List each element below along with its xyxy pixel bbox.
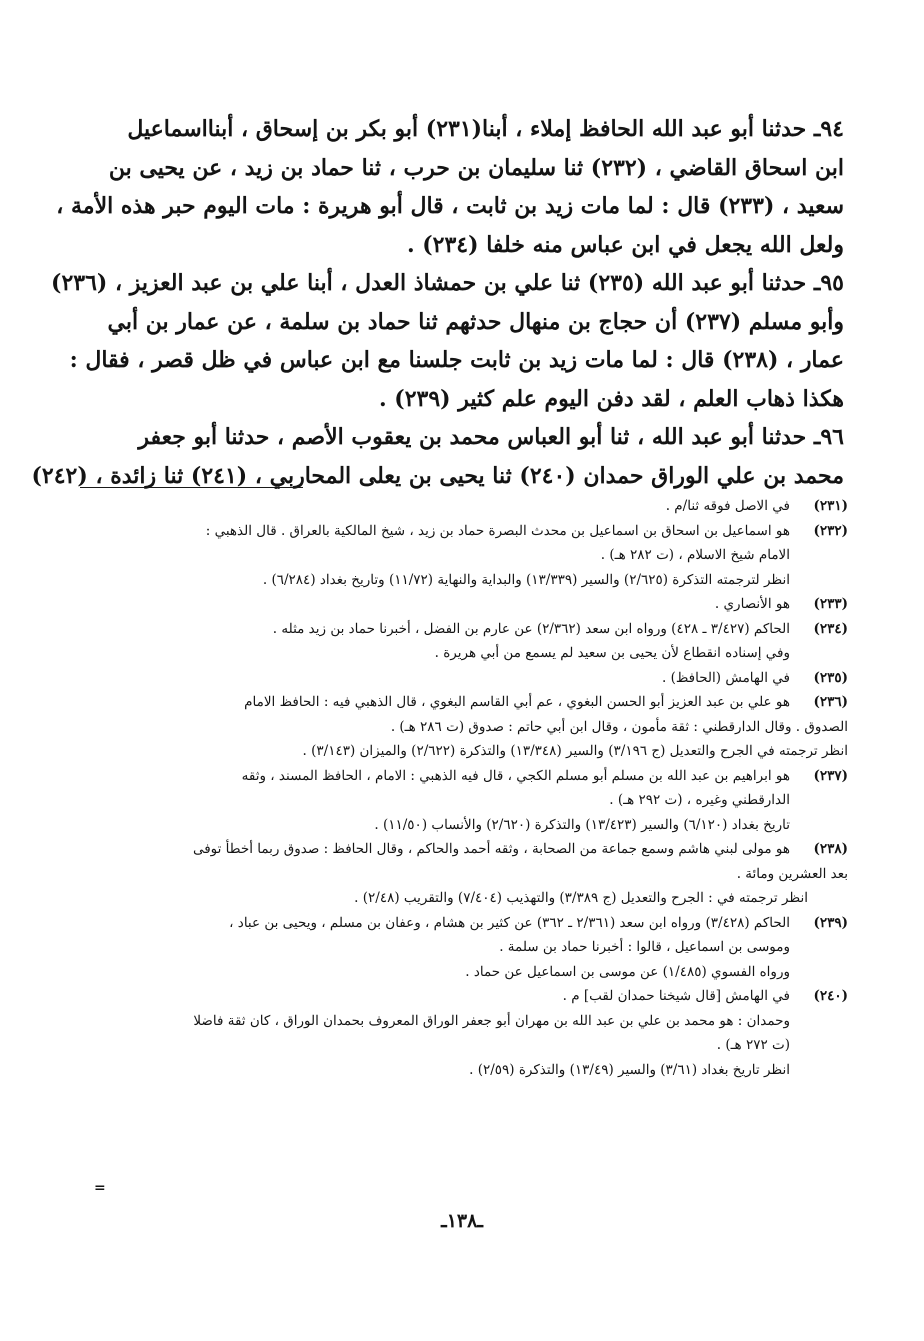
margin-mark: =	[94, 1180, 106, 1196]
footnote-text: هو الأنصاري .	[714, 596, 790, 612]
footnote-continuation	[78, 543, 848, 568]
footnote-number: (٢٣٦)	[813, 694, 848, 710]
footnote-continuation	[78, 715, 848, 740]
footnote-number: (٢٣٢)	[813, 522, 848, 539]
page-number: ـ١٣٨ـ	[441, 1210, 483, 1232]
footnote-continuation	[78, 886, 848, 911]
footnote-text: هو اسماعيل بن اسحاق بن اسماعيل بن محدث البصرة حماد بن زيد ، شيخ المالكية بالعراق . قال الذهبي :	[205, 522, 790, 539]
text-line: ٩٦ـ حدثنا أبو عبد الله ، ثنا أبو العباس محمد بن يعقوب الأصم ، حدثنا أبو جعفر	[138, 424, 844, 450]
footnote-number: (٢٣٩)	[813, 914, 848, 931]
footnote	[78, 617, 848, 642]
footnote-continuation	[78, 788, 848, 813]
footnote-text: (ت ٢٧٢ هـ) .	[716, 1037, 790, 1053]
footnote-text: انظر لترجمته التذكرة (٢/٦٢٥) والسير (١٣/٣٣٩) والبداية والنهاية (١١/٧٢) وتاريخ بغداد (٦/٢٨٤) .	[262, 571, 790, 588]
text-line: سعيد ، (٢٣٣) قال : لما مات زيد بن ثابت ، قال أبو هريرة : مات اليوم حبر هذه الأمة ،	[56, 193, 844, 219]
text-line: ٩٥ـ حدثنا أبو عبد الله (٢٣٥) ثنا علي بن حمشاذ العدل ، أبنا علي بن عبد العزيز ، (٢٣٦)	[51, 270, 844, 296]
footnote-text: الصدوق . وقال الدارقطني : ثقة مأمون ، وقال ابن أبي حاتم : صدوق (ت ٢٨٦ هـ) .	[390, 718, 848, 735]
footnote-text: وموسى بن اسماعيل ، قالوا : أخبرنا حماد بن سلمة .	[499, 939, 790, 955]
footnote-text: الحاكم (٣/٤٢٨) ورواه ابن سعد (٢/٣٦١ ـ ٣٦٢) عن كثير بن هشام ، وعفان بن مسلم ، ويحيى بن عباد ،	[229, 914, 790, 931]
footnote-continuation	[78, 1009, 848, 1034]
footnote	[78, 592, 848, 617]
footnote-continuation	[78, 1033, 848, 1058]
footnote-text: هو مولى لبني هاشم وسمع جماعة من الصحابة ، وثقه أحمد والحاكم ، وقال الحافظ : صدوق ربما أخطأ توفى	[192, 841, 790, 857]
footnote-text: هو علي بن عبد العزيز أبو الحسن البغوي ، عم أبي القاسم البغوي ، قال الذهبي فيه : الحافظ الامام	[244, 694, 790, 710]
footnote-continuation	[78, 862, 848, 887]
footnote-number: (٢٣٥)	[813, 669, 848, 686]
footnote-text: ورواه الفسوي (١/٤٨٥) عن موسى بن اسماعيل عن حماد .	[465, 963, 790, 980]
footnote	[78, 690, 848, 715]
footnote-continuation	[78, 813, 848, 838]
footnote-separator	[80, 487, 303, 488]
footnote-continuation	[78, 1058, 848, 1083]
footnotes-section	[78, 494, 848, 1082]
footnote-text: وحمدان : هو محمد بن علي بن عبد الله بن مهران أبو جعفر الوراق المعروف بحمدان الوراق ، كان ثقة فاضلا	[193, 1012, 790, 1029]
footnote-number: (٢٣٣)	[813, 596, 848, 612]
text-line: ابن اسحاق القاضي ، (٢٣٢) ثنا سليمان بن حرب ، ثنا حماد بن زيد ، عن يحيى بن	[108, 154, 844, 181]
footnote-text: انظر ترجمته في الجرح والتعديل (ج ٣/١٩٦) والسير (١٣/٣٤٨) والتذكرة (٢/٦٢٢) والميزان (٣/١٤٣) .	[302, 743, 848, 759]
footnote-text: في الاصل فوقه ثنا/م .	[665, 498, 790, 514]
footnote	[78, 519, 848, 544]
footnote-number: (٢٤٠)	[813, 988, 848, 1004]
footnote-text: تاريخ بغداد (٦/١٢٠) والسير (١٣/٤٢٣) والتذكرة (٢/٦٢٠) والأنساب (١١/٥٠) .	[374, 816, 790, 833]
footnote-text: وفي إسناده انقطاع لأن يحيى بن سعيد لم يسمع من أبي هريرة .	[434, 645, 790, 661]
text-line: عمار ، (٢٣٨) قال : لما مات زيد بن ثابت جلسنا مع ابن عباس في ظل قصر ، فقال :	[69, 347, 844, 373]
footnote-number: (٢٣٨)	[813, 841, 848, 857]
hadith-text	[31, 110, 844, 495]
footnote-text: بعد العشرين ومائة .	[736, 865, 848, 882]
footnote-text: انظر تاريخ بغداد (٣/٦١) والسير (١٣/٤٩) والتذكرة (٢/٥٩) .	[469, 1061, 790, 1078]
footnote-number: (٢٣٤)	[813, 620, 848, 637]
footnote-continuation	[78, 739, 848, 764]
footnote-text: الامام شيخ الاسلام ، (ت ٢٨٢ هـ) .	[600, 547, 790, 563]
footnote-continuation	[78, 641, 848, 666]
footnote	[78, 666, 848, 691]
footnote-text: الدارقطني وغيره ، (ت ٢٩٢ هـ) .	[609, 792, 790, 808]
footnote	[78, 911, 848, 936]
text-line: محمد بن علي الوراق حمدان (٢٤٠) ثنا يحيى بن يعلى المحاربي ، (٢٤١) ثنا زائدة ، (٢٤٢)	[31, 462, 844, 489]
footnote-number: (٢٣٧)	[813, 767, 848, 784]
footnote-number: (٢٣١)	[813, 498, 848, 514]
footnote-continuation	[78, 568, 848, 593]
footnote	[78, 494, 848, 519]
footnote-continuation	[78, 935, 848, 960]
footnote-text: هو ابراهيم بن عبد الله بن مسلم أبو مسلم الكجي ، قال فيه الذهبي : الامام ، الحافظ المسند ، وثقه	[241, 767, 790, 784]
footnote-text: انظر ترجمته في : الجرح والتعديل (ج ٣/٣٨٩) والتهذيب (٧/٤٠٤) والتقريب (٢/٤٨) .	[354, 890, 808, 906]
footnote-text: في الهامش (الحافظ) .	[661, 669, 790, 686]
footnote	[78, 984, 848, 1009]
footnote-text: في الهامش [قال شيخنا حمدان لقب] م .	[562, 988, 790, 1004]
text-line: هكذا ذهاب العلم ، لقد دفن اليوم علم كثير (٢٣٩) .	[378, 385, 844, 412]
text-line: ٩٤ـ حدثنا أبو عبد الله الحافظ إملاء ، أبنا(٢٣١) أبو بكر بن إسحاق ، أبنااسماعيل	[127, 116, 844, 142]
text-line: وأبو مسلم (٢٣٧) أن حجاج بن منهال حدثهم ثنا حماد بن سلمة ، عن عمار بن أبي	[107, 308, 844, 335]
text-line: ولعل الله يجعل في ابن عباس منه خلفا (٢٣٤) .	[406, 231, 844, 258]
main-text-block	[31, 110, 844, 495]
footnote	[78, 837, 848, 862]
footnote	[78, 764, 848, 789]
footnote-continuation	[78, 960, 848, 985]
footnote-text: الحاكم (٣/٤٢٧ ـ ٤٢٨) ورواه ابن سعد (٢/٣٦٢) عن عارم بن الفضل ، أخبرنا حماد بن زيد مثله .	[272, 620, 790, 637]
